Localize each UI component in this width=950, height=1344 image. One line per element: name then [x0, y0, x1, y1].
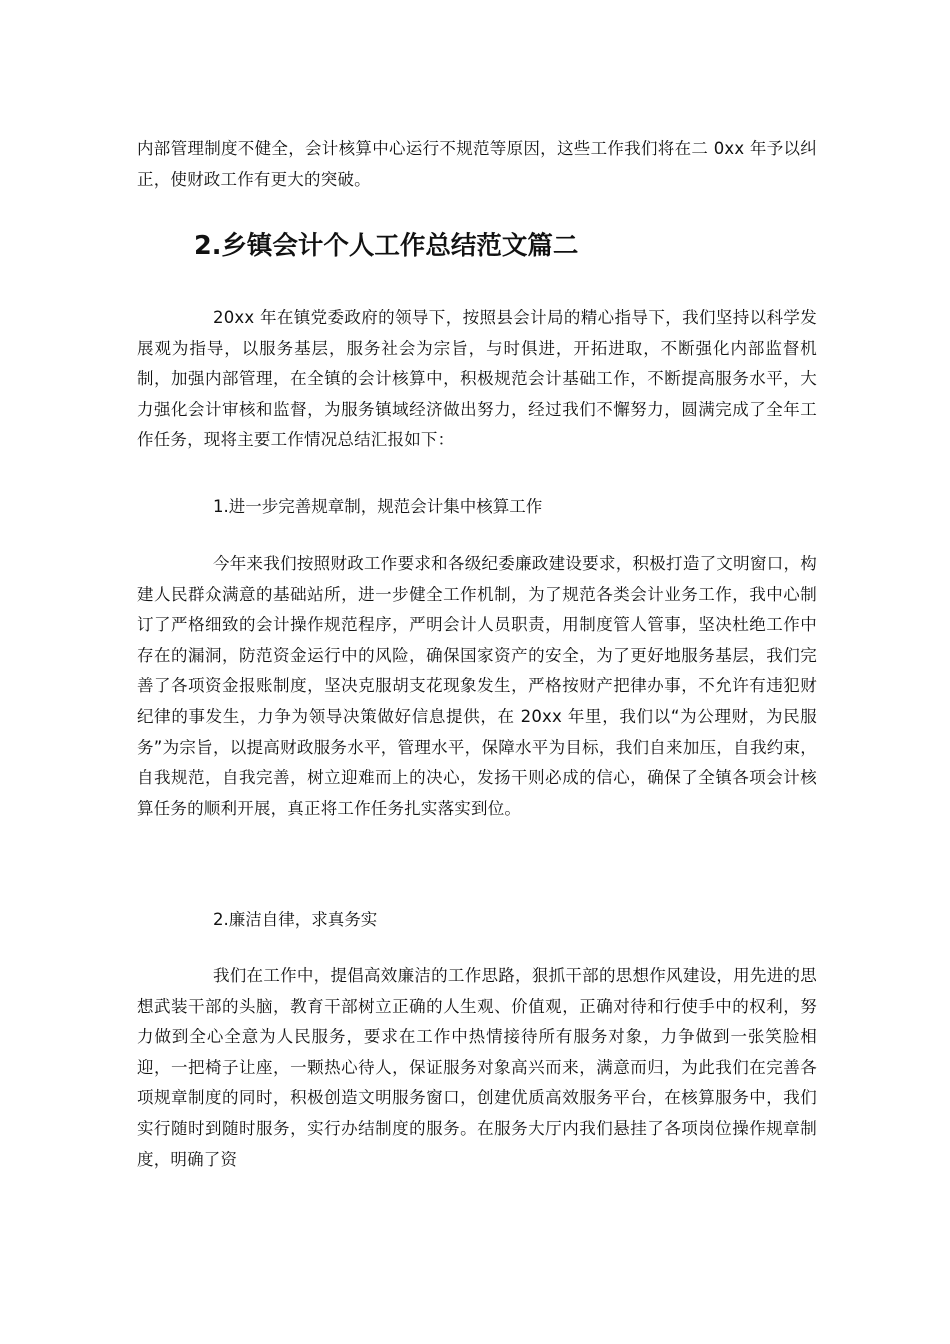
intro-paragraph: 内部管理制度不健全，会计核算中心运行不规范等原因，这些工作我们将在二 0xx 年予以纠正，使财政工作有更大的突破。: [137, 139, 817, 189]
subsection-title-2: 2.廉洁自律，求真务实: [213, 910, 378, 929]
paragraph-summary-intro: 20xx 年在镇党委政府的领导下，按照县会计局的精心指导下，我们坚持以科学发展观为指导，以服务基层，服务社会为宗旨，与时俱进，开拓进取，不断强化内部监督机制，加强内部管理，在全镇的会计核算中，积极规范会计基础工作，不断提高服务水平，大力强化会计审核和监督，为服务镇域经济做出努力，经过我们不懈努力，圆满完成了全年工作任务，现将主要工作情况总结汇报如下：: [137, 308, 817, 450]
section-heading: 2.乡镇会计个人工作总结范文篇二: [194, 231, 579, 261]
paragraph-integrity: 我们在工作中，提倡高效廉洁的工作思路，狠抓干部的思想作风建设，用先进的思想武装干部的头脑，教育干部树立正确的人生观、价值观，正确对待和行使手中的权利，努力做到全心全意为人民服务，要求在工作中热情接待所有服务对象，力争做到一张笑脸相迎，一把椅子让座，一颗热心待人，保证服务对象高兴而来，满意而归，为此我们在完善各项规章制度的同时，积极创造文明服务窗口，创建优质高效服务平台，在核算服务中，我们实行随时到随时服务，实行办结制度的服务。在服务大厅内我们悬挂了各项岗位操作规章制度，明确了资: [137, 966, 817, 1169]
subsection-title-1: 1.进一步完善规章制，规范会计集中核算工作: [213, 497, 543, 516]
paragraph-rules-system: 今年来我们按照财政工作要求和各级纪委廉政建设要求，积极打造了文明窗口，构建人民群众满意的基础站所，进一步健全工作机制，为了规范各类会计业务工作，我中心制订了严格细致的会计操作规范程序，严明会计人员职责，用制度管人管事，坚决杜绝工作中存在的漏洞，防范资金运行中的风险，确保国家资产的安全，为了更好地服务基层，我们完善了各项资金报账制度，坚决克服胡支花现象发生，严格按财产把律办事，不允许有违犯财纪律的事发生，力争为领导决策做好信息提供，在 20xx 年里，我们以“为公理财，为民服务”为宗旨，以提高财政服务水平，管理水平，保障水平为目标，我们自来加压，自我约束，自我规范，自我完善，树立迎难而上的决心，发扬干则必成的信心，确保了全镇各项会计核算任务的顺利开展，真正将工作任务扎实落实到位。: [137, 554, 817, 818]
